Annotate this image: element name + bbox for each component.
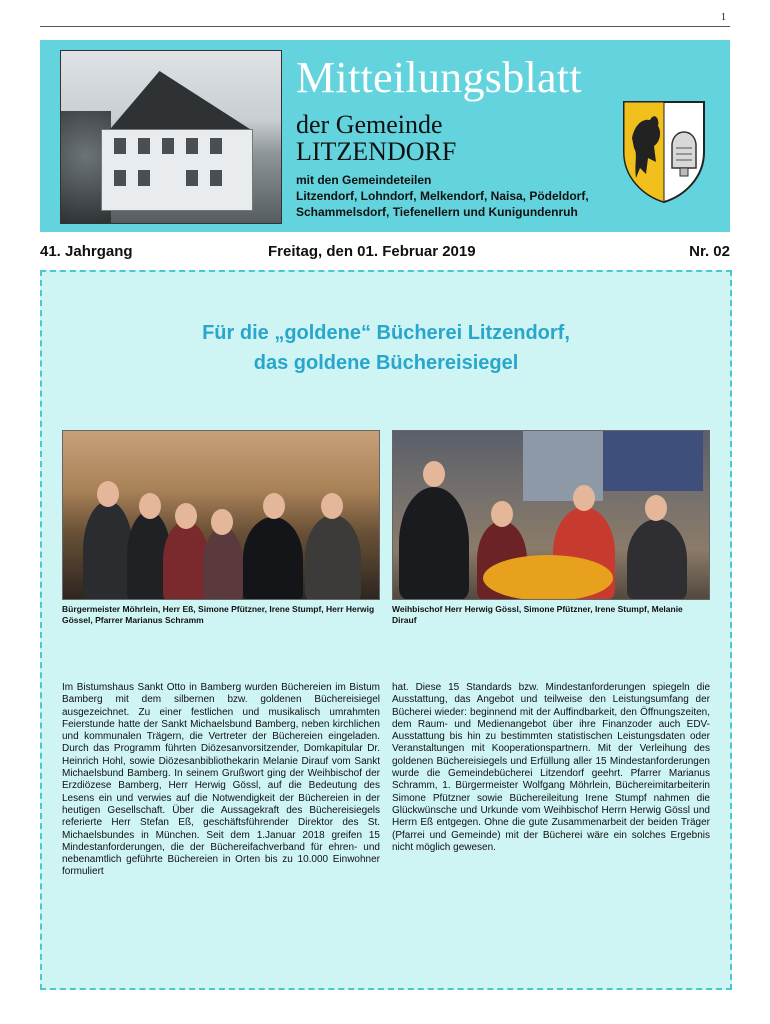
subtitle-municipality: der Gemeinde xyxy=(296,110,443,139)
article-headline xyxy=(42,318,730,378)
coat-of-arms-icon xyxy=(620,98,708,204)
districts-names-1: Litzendorf, Lohndorf, Melkendorf, Naisa, Pödeldorf, xyxy=(296,189,589,203)
issue-date: Freitag, den 01. Februar 2019 xyxy=(268,243,476,260)
districts-names-2: Schammelsdorf, Tiefenellern und Kunigundenruh xyxy=(296,205,578,219)
districts-intro: mit den Gemeindeteilen xyxy=(296,173,432,187)
caption-left: Bürgermeister Möhrlein, Herr Eß, Simone Pfützner, Irene Stumpf, Herr Herwig Gössel, Pfarrer Marianus Schramm xyxy=(62,604,375,625)
house-facade xyxy=(101,129,253,211)
issue-number: Nr. 02 xyxy=(689,243,730,260)
headline-line-2: das goldene Büchereisiegel xyxy=(253,352,519,374)
page-number: 1 xyxy=(721,12,726,23)
article-box xyxy=(40,270,732,990)
subtitle-town-name: LITZENDORF xyxy=(296,137,457,166)
volume-label: 41. Jahrgang xyxy=(40,243,133,260)
article-column-right: hat. Diese 15 Standards bzw. Mindestanforderungen spiegeln die Ausstattung, das Angebot und teilweise den Leistungsumfang der Bücherei wieder: beginnend mit der Auffindbarkeit, den Öffnungszeiten, dem Raum- und Medienangebot über ihre Finanzoder auch EDV- Ausstattung bis hin zu bestimmten statistischen Leistungsdaten oder Veranstaltungen mit Kooperationspartnern. Mit der Verleihung des goldenen Büchereisiegels und Erfüllung aller 15 Mindestanforderungen wurde die Gemeindebücherei Litzendorf geehrt. Pfarrer Marianus Schramm, 1. Bürgermeister Wolfgang Möhrlein, Büchereimitarbeiterin Simone Pfützner sowie Büchereileitung Irene Stumpf nahmen die Glückwünsche und Urkunde vom Weihbischof Herrn Herwig Gössl und Herrn Eß entgegen. Ohne die gute Zusammenarbeit der beiden Träger (Pfarrei und Gemeinde) mit der Bücherei wäre ein solches Ergebnis nicht möglich gewesen. xyxy=(392,682,710,853)
town-hall-photo xyxy=(60,50,282,224)
group-photo-right xyxy=(392,430,710,600)
article-column-left: Im Bistumshaus Sankt Otto in Bamberg wurden Büchereien im Bistum Bamberg mit dem silbernen bzw. goldenen Büchereisiegel ausgezeichnet. Zu einer festlichen und musikalisch umrahmten Feierstunde hatte der Sankt Michaelsbund Bamberg, neben kirchlichen und kommunalen Trägern, die Vertreter der Büchereien eingeladen. Durch das Programm führten Diözesanvorsitzender, Domkapitular Dr. Heinrich Hohl, sowie Diözesanbibliothekarin Melanie Dirauf vom Sankt Michaelsbund Bamberg. In seinem Grußwort ging der Weihbischof der Erzdiözese Bamberg, Herr Herwig Gössl, auf die Bedeutung des Lesens ein und verwies auf die Notwendigkeit der Büchereien in der heutigen Gesellschaft. Über die Aussagekraft des Büchereisiegels referierte Herr Stefan Eß, geschäftsführender Direktor des St. Michaelsbundes in München. Seit dem 1.Januar 2018 greifen 15 Mindestanforderungen, die der Büchereifachverband für ehren- und nebenamtlich geführte Büchereien in Orten bis zu 10.000 Einwohner formuliert xyxy=(62,682,380,878)
districts-list xyxy=(296,172,589,220)
group-photo-left xyxy=(62,430,380,600)
top-rule xyxy=(40,26,730,27)
masthead xyxy=(40,40,730,232)
headline-line-1: Für die „goldene“ Bücherei Litzendorf, xyxy=(202,322,570,344)
caption-right: Weihbischof Herr Herwig Gössl, Simone Pfützner, Irene Stumpf, Melanie Dirauf xyxy=(392,604,683,625)
newsletter-title: Mitteilungsblatt xyxy=(296,53,582,102)
